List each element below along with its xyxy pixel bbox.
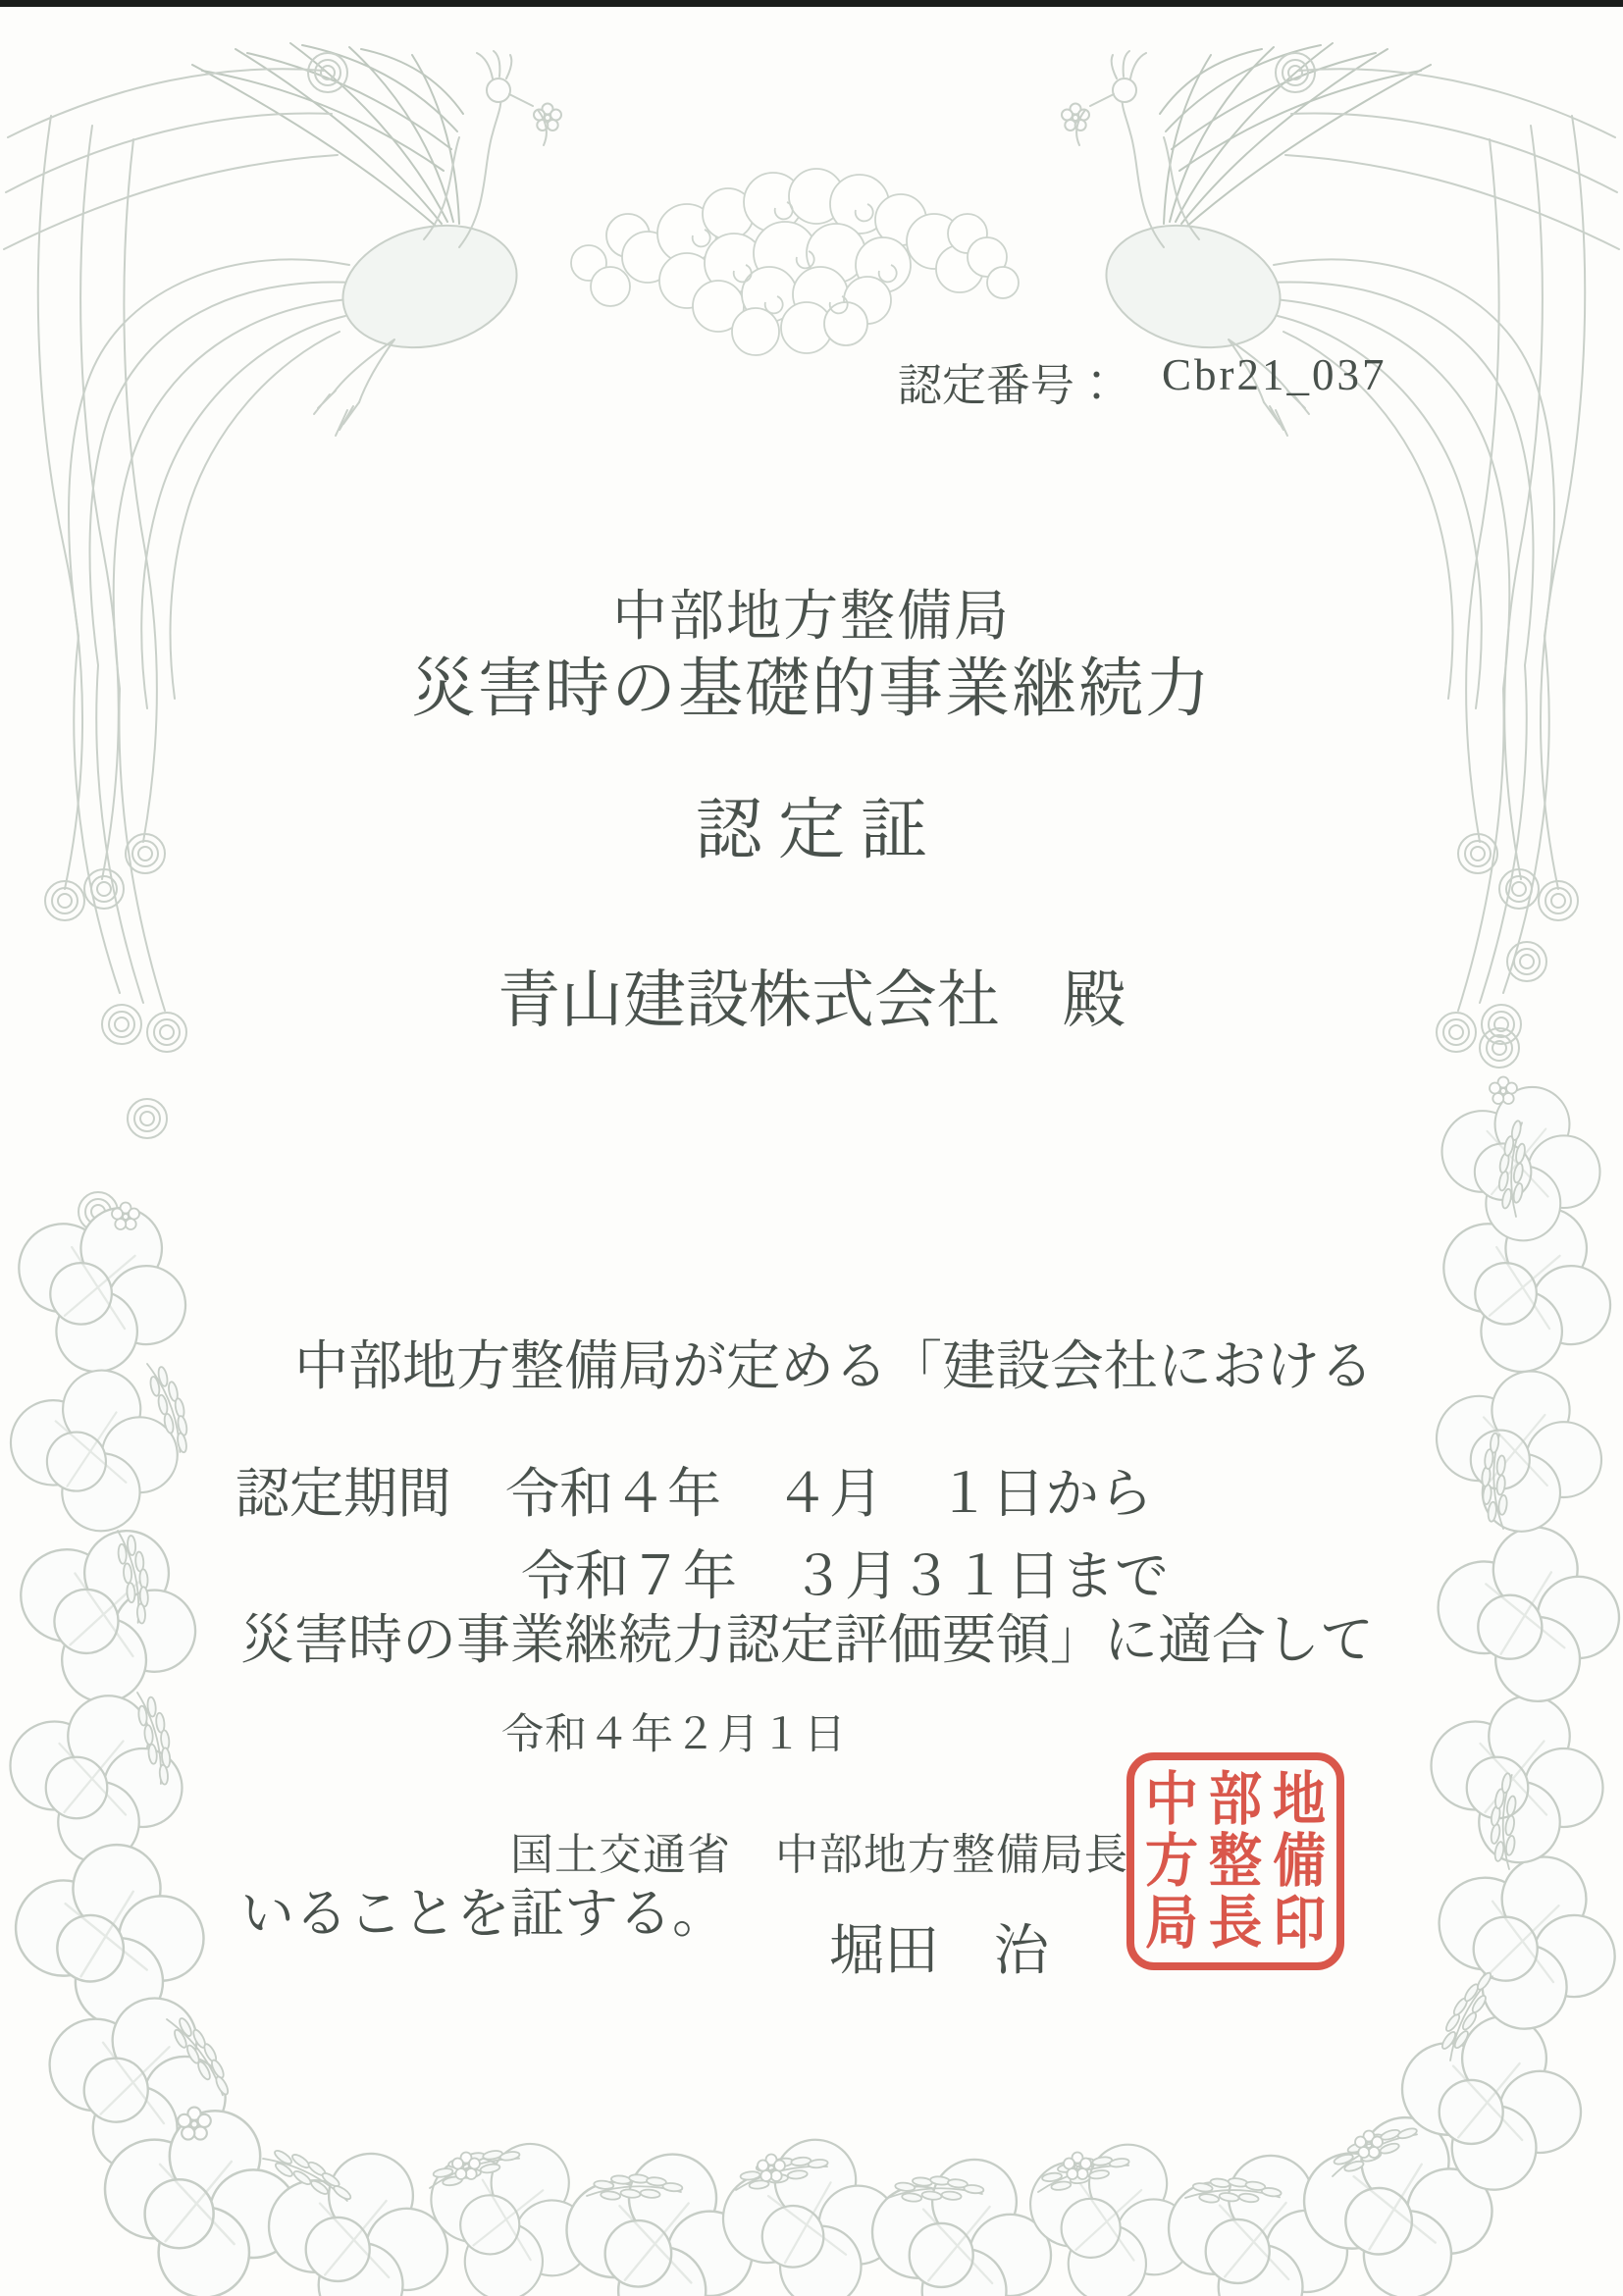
- seal-char: 印: [1272, 1891, 1326, 1957]
- body-line-1: 中部地方整備局が定める「建設会社における: [240, 1336, 1375, 1396]
- seal-char: 地: [1272, 1766, 1326, 1832]
- program-title: 災害時の基礎的事業継続力: [411, 653, 1212, 725]
- seal-char: 部: [1208, 1766, 1262, 1832]
- seal-char: 整: [1208, 1828, 1262, 1895]
- cert-number-label: 認定番号：: [898, 361, 1120, 410]
- seal-char: 中: [1145, 1766, 1199, 1832]
- issuer-name: 堀田 治: [829, 1921, 1049, 1982]
- recipient-name: 青山建設株式会社 殿: [497, 965, 1126, 1035]
- seal-char: 局: [1145, 1891, 1199, 1957]
- issue-date: 令和４年２月１日: [501, 1712, 847, 1758]
- certification-period-from: 認定期間 令和４年 ４月 １日から: [236, 1464, 1154, 1524]
- body-line-3: いることを証する。: [240, 1884, 727, 1944]
- issuer-title: 国土交通省 中部地方整備局長: [510, 1831, 1128, 1879]
- certification-period-to: 令和７年 ３月３１日まで: [521, 1546, 1170, 1606]
- official-seal: [1126, 1752, 1344, 1970]
- cert-number-value: Cbr21_037: [1162, 350, 1387, 399]
- seal-char: 方: [1145, 1828, 1199, 1895]
- certificate-title: 認定証: [695, 793, 943, 867]
- scan-edge-artifact: [0, 0, 1623, 7]
- seal-char: 長: [1208, 1891, 1262, 1957]
- cloud-motif: [571, 169, 1019, 355]
- cert-number-row: [898, 349, 1387, 413]
- seal-char: 備: [1272, 1828, 1326, 1895]
- phoenix-right: [1062, 43, 1554, 1052]
- phoenix-left: [69, 43, 561, 1052]
- issuing-org-heading: 中部地方整備局: [612, 587, 1011, 648]
- body-line-2: 災害時の事業継続力認定評価要領」に適合して: [240, 1610, 1375, 1670]
- body-paragraph: [240, 1138, 1374, 2142]
